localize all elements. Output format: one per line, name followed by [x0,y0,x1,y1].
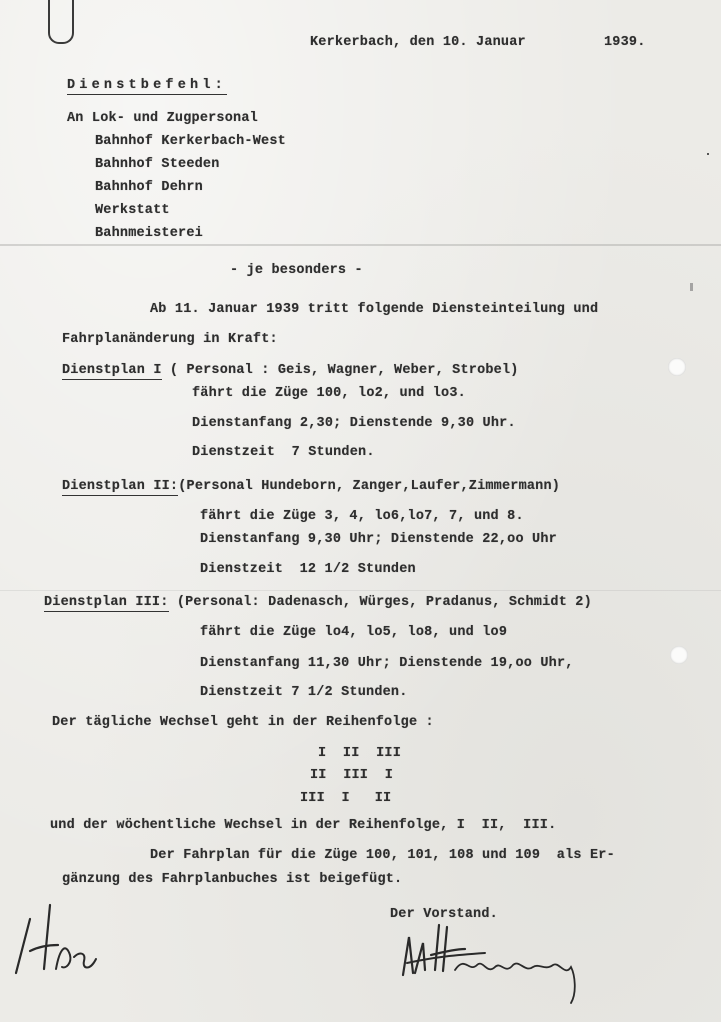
intro-line: Ab 11. Januar 1939 tritt folgende Diensteinteilung und [150,302,599,317]
punch-hole [670,646,688,664]
plan-personnel: (Personal: Dadenasch, Würges, Pradanus, Schmidt 2) [168,595,592,610]
plan-line: Dienstanfang 2,30; Dienstende 9,30 Uhr. [192,416,516,431]
recipient-item: Bahnhof Dehrn [95,180,203,195]
plan-label: Dienstplan II: [62,479,179,494]
separately-note: - je besonders - [230,263,363,278]
plan-line: Dienstanfang 9,30 Uhr; Dienstende 22,oo Uhr [200,532,557,547]
punch-hole [668,358,686,376]
plan-label: Dienstplan I [62,363,162,378]
closing-line: Der Fahrplan für die Züge 100, 101, 108 und 109 als Er- [150,848,615,863]
plan-line: Dienstzeit 7 Stunden. [192,445,375,460]
plan-personnel: (Personal Hundeborn, Zanger,Laufer,Zimmermann) [178,479,561,494]
plan-line: fährt die Züge 100, lo2, und lo3. [192,386,466,401]
rotation-weekly: und der wöchentliche Wechsel in der Reihenfolge, I II, III. [50,818,557,833]
fold-line [0,244,721,246]
document-title: Dienstbefehl: [67,78,227,93]
signature-title: Der Vorstand. [390,907,498,922]
plan-label: Dienstplan III: [44,595,169,610]
rotation-row: II III I [310,768,394,783]
rotation-row: III I II [300,791,392,806]
fold-line [0,590,721,591]
plan-line: Dienstzeit 7 1/2 Stunden. [200,685,408,700]
rotation-row: I II III [318,746,402,761]
intro-line: Fahrplanänderung in Kraft: [62,332,278,347]
recipient-item: Bahnhof Steeden [95,157,220,172]
plan-heading [44,595,592,610]
recipient-item: Werkstatt [95,203,170,218]
plan-line: fährt die Züge lo4, lo5, lo8, und lo9 [200,625,508,640]
rotation-intro: Der tägliche Wechsel geht in der Reihenfolge : [52,715,434,730]
place-date: Kerkerbach, den 10. Januar [310,35,526,50]
speck [690,283,693,291]
plan-line: fährt die Züge 3, 4, lo6,lo7, 7, und 8. [200,509,524,524]
handwritten-signature [395,915,595,1010]
paper-clip-mark [48,0,74,44]
handwritten-initials [8,895,103,985]
plan-heading [62,363,519,378]
recipient-item: Bahnmeisterei [95,226,203,241]
recipients-intro: An Lok- und Zugpersonal [67,111,258,126]
closing-line: gänzung des Fahrplanbuches ist beigefügt. [62,872,403,887]
plan-line: Dienstanfang 11,30 Uhr; Dienstende 19,oo Uhr, [200,656,574,671]
year: 1939. [604,35,646,50]
speck [707,153,709,155]
recipient-item: Bahnhof Kerkerbach-West [95,134,286,149]
plan-heading [62,479,560,494]
plan-line: Dienstzeit 12 1/2 Stunden [200,562,416,577]
plan-personnel: ( Personal : Geis, Wagner, Weber, Strobel) [161,363,519,378]
